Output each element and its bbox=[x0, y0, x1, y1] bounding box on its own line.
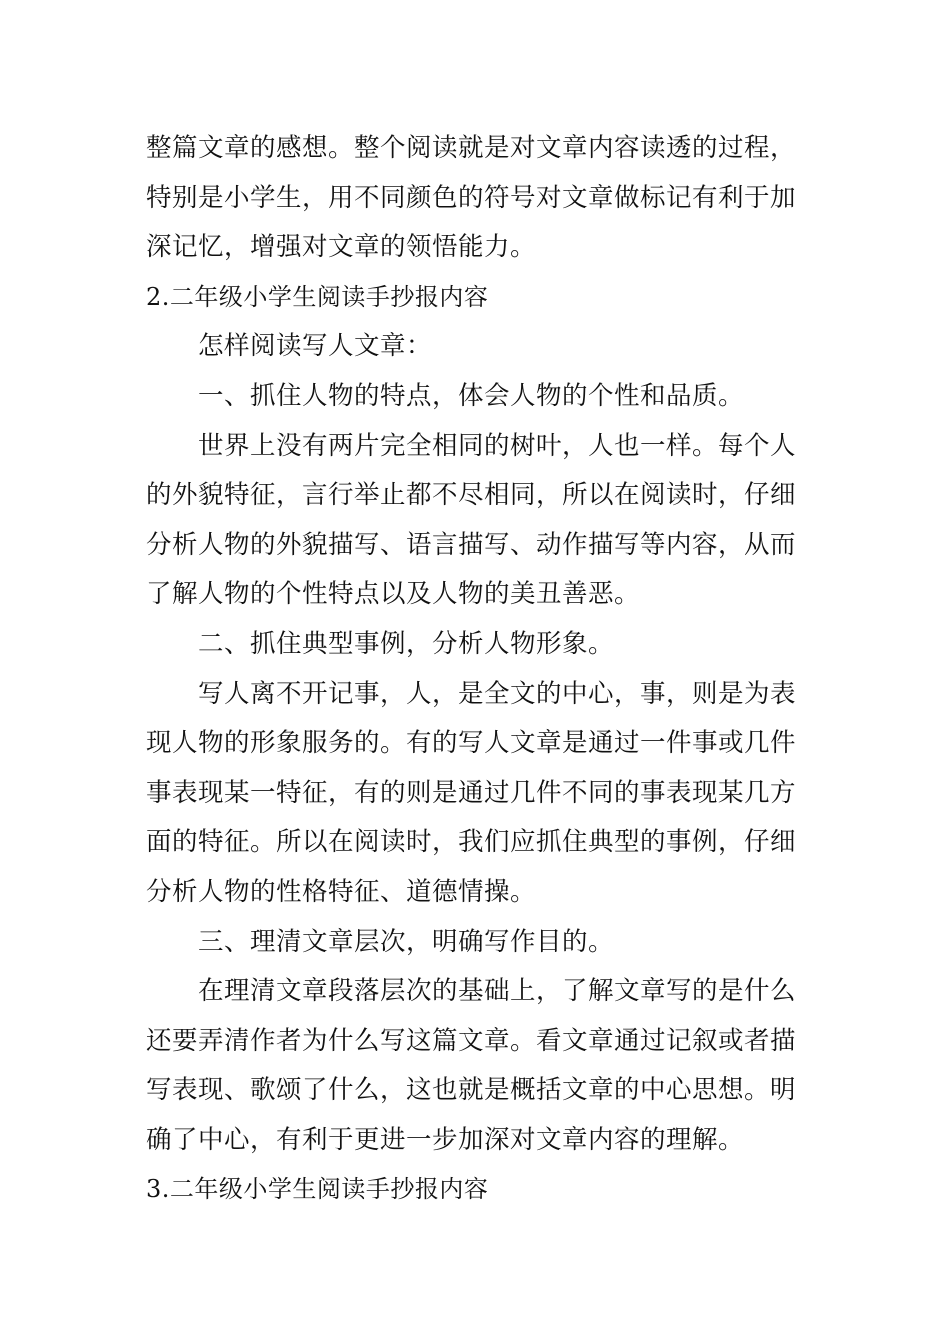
text-line: 事表现某一特征，有的则是通过几件不同的事表现某几方 bbox=[146, 777, 797, 808]
text-line: 确了中心，有利于更进一步加深对文章内容的理解。 bbox=[146, 1124, 745, 1155]
text-line: 还要弄清作者为什么写这篇文章。看文章通过记叙或者描 bbox=[146, 1025, 797, 1056]
point-heading-3: 三、理清文章层次，明确写作目的。 bbox=[198, 926, 615, 957]
text-line: 深记忆，增强对文章的领悟能力。 bbox=[146, 232, 537, 263]
text-line: 分析人物的性格特征、道德情操。 bbox=[146, 876, 537, 907]
text-line: 了解人物的个性特点以及人物的美丑善恶。 bbox=[146, 579, 641, 610]
subheading: 怎样阅读写人文章： bbox=[198, 331, 433, 362]
text-line: 面的特征。所以在阅读时，我们应抓住典型的事例，仔细 bbox=[146, 827, 797, 858]
text-line: 在理清文章段落层次的基础上，了解文章写的是什么 bbox=[198, 976, 797, 1007]
document-body bbox=[146, 128, 806, 1219]
section-heading-2: 2.二年级小学生阅读手抄报内容 bbox=[146, 282, 489, 311]
text-line: 分析人物的外貌描写、语言描写、动作描写等内容，从而 bbox=[146, 529, 797, 560]
text-line: 整篇文章的感想。整个阅读就是对文章内容读透的过程， bbox=[146, 133, 797, 163]
text-line: 写人离不开记事，人，是全文的中心，事，则是为表 bbox=[198, 678, 797, 709]
point-heading-1: 一、抓住人物的特点，体会人物的个性和品质。 bbox=[198, 380, 745, 411]
text-line: 写表现、歌颂了什么，这也就是概括文章的中心思想。明 bbox=[146, 1075, 797, 1106]
text-line: 现人物的形象服务的。有的写人文章是通过一件事或几件 bbox=[146, 728, 797, 759]
point-heading-2: 二、抓住典型事例，分析人物形象。 bbox=[198, 628, 615, 659]
text-line: 特别是小学生，用不同颜色的符号对文章做标记有利于加 bbox=[146, 182, 797, 213]
text-line: 世界上没有两片完全相同的树叶，人也一样。每个人 bbox=[198, 430, 797, 461]
section-heading-3: 3.二年级小学生阅读手抄报内容 bbox=[146, 1175, 489, 1204]
text-line: 的外貌特征，言行举止都不尽相同，所以在阅读时，仔细 bbox=[146, 480, 797, 511]
